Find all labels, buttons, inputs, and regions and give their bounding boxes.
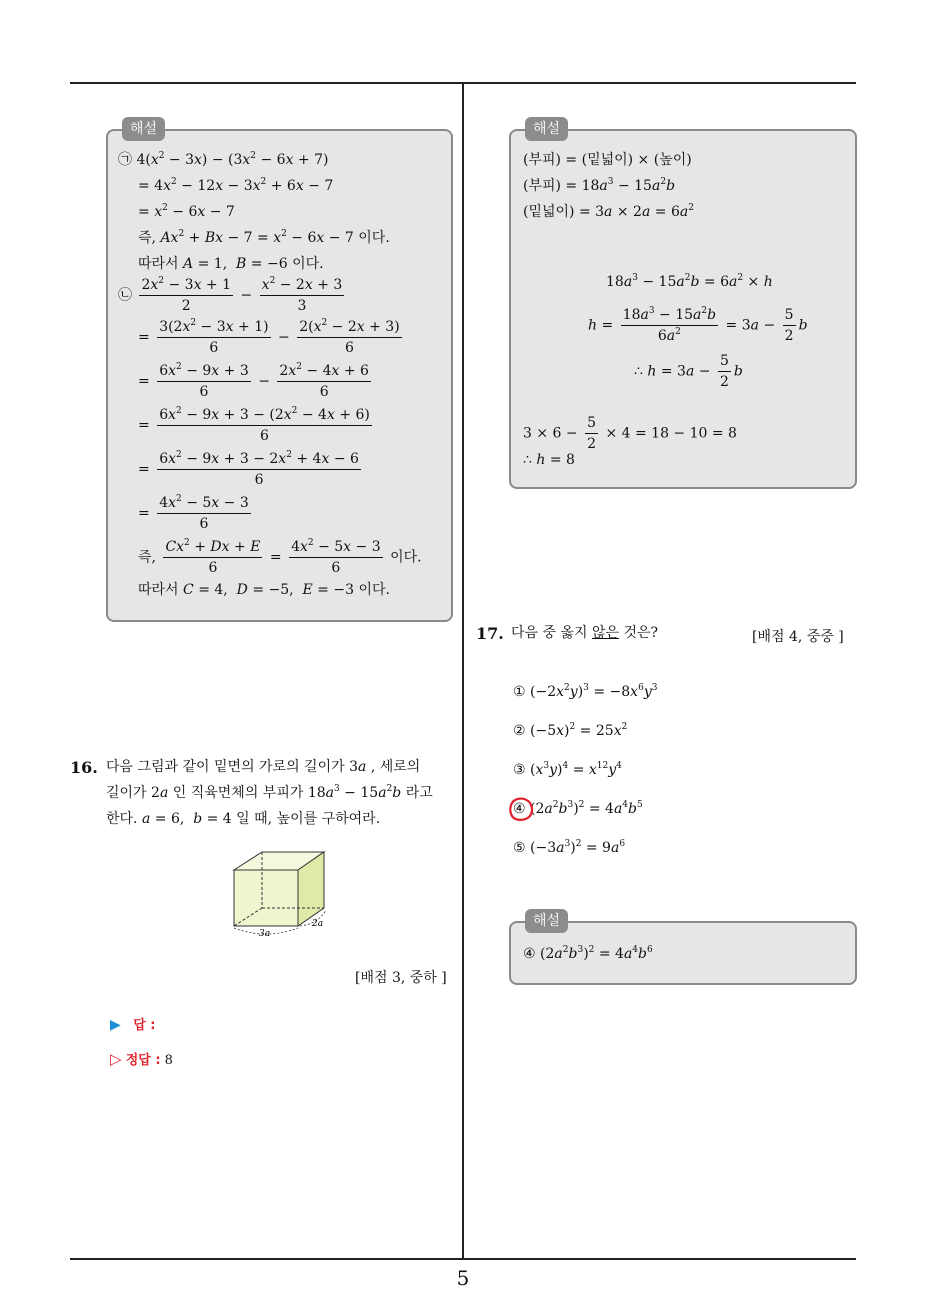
cuboid-label-depth: 2a xyxy=(312,919,324,929)
word-ida: 이다. xyxy=(292,256,324,272)
word-jeuk: 즉, xyxy=(138,230,156,246)
solution-tag: 해설 xyxy=(525,117,568,141)
sol15-line-1: ㉠ $4(x^2 - 3x) - (3x^2 - 6x + 7)$ xyxy=(118,151,329,168)
sol16-line-5: h = $\frac{18a^3 - 15a^2b}{6a^2}$ = 3a − $\frac{5}{2}$ b xyxy=(588,306,808,344)
sol15-line-13: 따라서 C = 4, D = −5, E = −3 이다. xyxy=(138,582,390,598)
correct-answer-row xyxy=(110,1049,173,1068)
sol16-line-3: (밑넓이) = $3a \times 2a = 6a^2$ xyxy=(523,203,694,220)
sol15-line-12: 즉, $\frac{Cx^2 + Dx + E}{6}$ = $\frac{4x^2 - 5x - 3}{6}$ 이다. xyxy=(138,538,422,576)
question-16-line-2: 길이가 2a 인 직육면체의 부피가 $18a^3 - 15a^2b$ 라고 xyxy=(106,784,433,801)
word-ttaraseo: 따라서 xyxy=(138,256,179,272)
option-4[interactable]: ④ $(2a^2b^3)^2 = 4a^4b^5$ xyxy=(513,800,643,817)
option-3[interactable]: ③ $(x^3y)^4 = x^{12}y^4$ xyxy=(513,761,622,778)
correct-answer-label: 정답 : xyxy=(125,1053,161,1068)
outline-arrow-icon: ▷ xyxy=(110,1050,122,1068)
question-16-line-1: 다음 그림과 같이 밑면의 가로의 길이가 3a , 세로의 xyxy=(106,759,421,775)
play-arrow-icon: ▶ xyxy=(110,1017,121,1033)
word-ida: 이다. xyxy=(358,230,390,246)
sol16-line-4: $18a^3 - 15a^2b = 6a^2 \times h$ xyxy=(606,273,773,290)
sol15-line-6: ㉡ $\frac{2x^2 - 3x + 1}{2}$ − $\frac{x^2 - 2x + 3}{3}$ xyxy=(118,276,343,314)
sol16-line-1: (부피) = (밑넓이) × (높이) xyxy=(523,152,692,168)
option-2[interactable]: ② $(-5x)^2 = 25x^2$ xyxy=(513,722,628,739)
answer-row xyxy=(110,1014,155,1033)
question-17-score: [배점 4, 중중 ] xyxy=(752,629,844,645)
question-number-17: 17. xyxy=(476,624,504,643)
cuboid-figure xyxy=(226,848,336,938)
selected-answer-circle-icon xyxy=(507,795,535,823)
solution-box-15 xyxy=(106,121,453,622)
solution-box-17 xyxy=(509,913,857,985)
sol15-line-7: = $\frac{3(2x^2 - 3x + 1)}{6}$ − $\frac{2(x^2 - 2x + 3)}{6}$ xyxy=(138,318,400,356)
word-ida: 이다. xyxy=(358,582,390,598)
sol15-line-8: = $\frac{6x^2 - 9x + 3}{6}$ − $\frac{2x^2 - 4x + 6}{6}$ xyxy=(138,362,369,400)
sol16-line-8: ∴ h = 8 xyxy=(523,452,575,468)
question-16-score: [배점 3, 중하 ] xyxy=(355,970,447,986)
column-divider xyxy=(462,83,464,1259)
word-ttaraseo: 따라서 xyxy=(138,582,179,598)
option-1[interactable]: ① $(-2x^2y)^3 = -8x^6y^3$ xyxy=(513,683,658,700)
cuboid-label-width: 3a xyxy=(259,929,271,938)
sol16-line-6: ∴ h = 3a − $\frac{5}{2}$ b xyxy=(634,353,743,390)
word-ida: 이다. xyxy=(390,549,422,566)
question-number-16: 16. xyxy=(70,758,98,777)
circle-label-a: ㉠ xyxy=(118,152,132,168)
circle-label-b: ㉡ xyxy=(118,287,132,304)
correct-answer-value: 8 xyxy=(164,1053,173,1068)
answer-label: 답 : xyxy=(133,1018,156,1033)
solution-box-16 xyxy=(509,121,857,489)
sol17-line-1: ④ $(2a^2b^3)^2 = 4a^4b^6$ xyxy=(523,945,653,962)
solution-tag: 해설 xyxy=(122,117,165,141)
sol15-line-10: = $\frac{6x^2 - 9x + 3 - 2x^2 + 4x - 6}{6}$ xyxy=(138,450,359,488)
cuboid-front-face xyxy=(234,870,298,926)
sol16-line-2: (부피) = $18a^3 - 15a^2b$ xyxy=(523,177,676,194)
sol15-line-4: 즉, $Ax^2 + Bx - 7 = x^2 - 6x - 7$ 이다. xyxy=(138,229,390,246)
sol15-line-9: = $\frac{6x^2 - 9x + 3 - (2x^2 - 4x + 6)}{6}$ xyxy=(138,406,370,444)
sol16-line-7: 3 × 6 − $\frac{5}{2}$ × 4 = 18 − 10 = 8 xyxy=(523,415,737,452)
bottom-rule xyxy=(70,1258,856,1260)
question-17-text: 다음 중 옳지 않은 것은? xyxy=(511,625,659,641)
page-number: 5 xyxy=(456,1266,470,1290)
sol15-line-2: = $4x^2 - 12x - 3x^2 + 6x - 7$ xyxy=(138,177,334,194)
sol15-line-3: = $x^2 - 6x - 7$ xyxy=(138,203,235,220)
sol15-line-11: = $\frac{4x^2 - 5x - 3}{6}$ xyxy=(138,494,249,532)
option-5[interactable]: ⑤ $(-3a^3)^2 = 9a^6$ xyxy=(513,839,626,856)
word-jeuk: 즉, xyxy=(138,549,156,566)
question-16-line-3: 한다. a = 6, b = 4 일 때, 높이를 구하여라. xyxy=(106,811,381,827)
solution-tag: 해설 xyxy=(525,909,568,933)
sol15-line-5: 따라서 A = 1, B = −6 이다. xyxy=(138,256,324,272)
